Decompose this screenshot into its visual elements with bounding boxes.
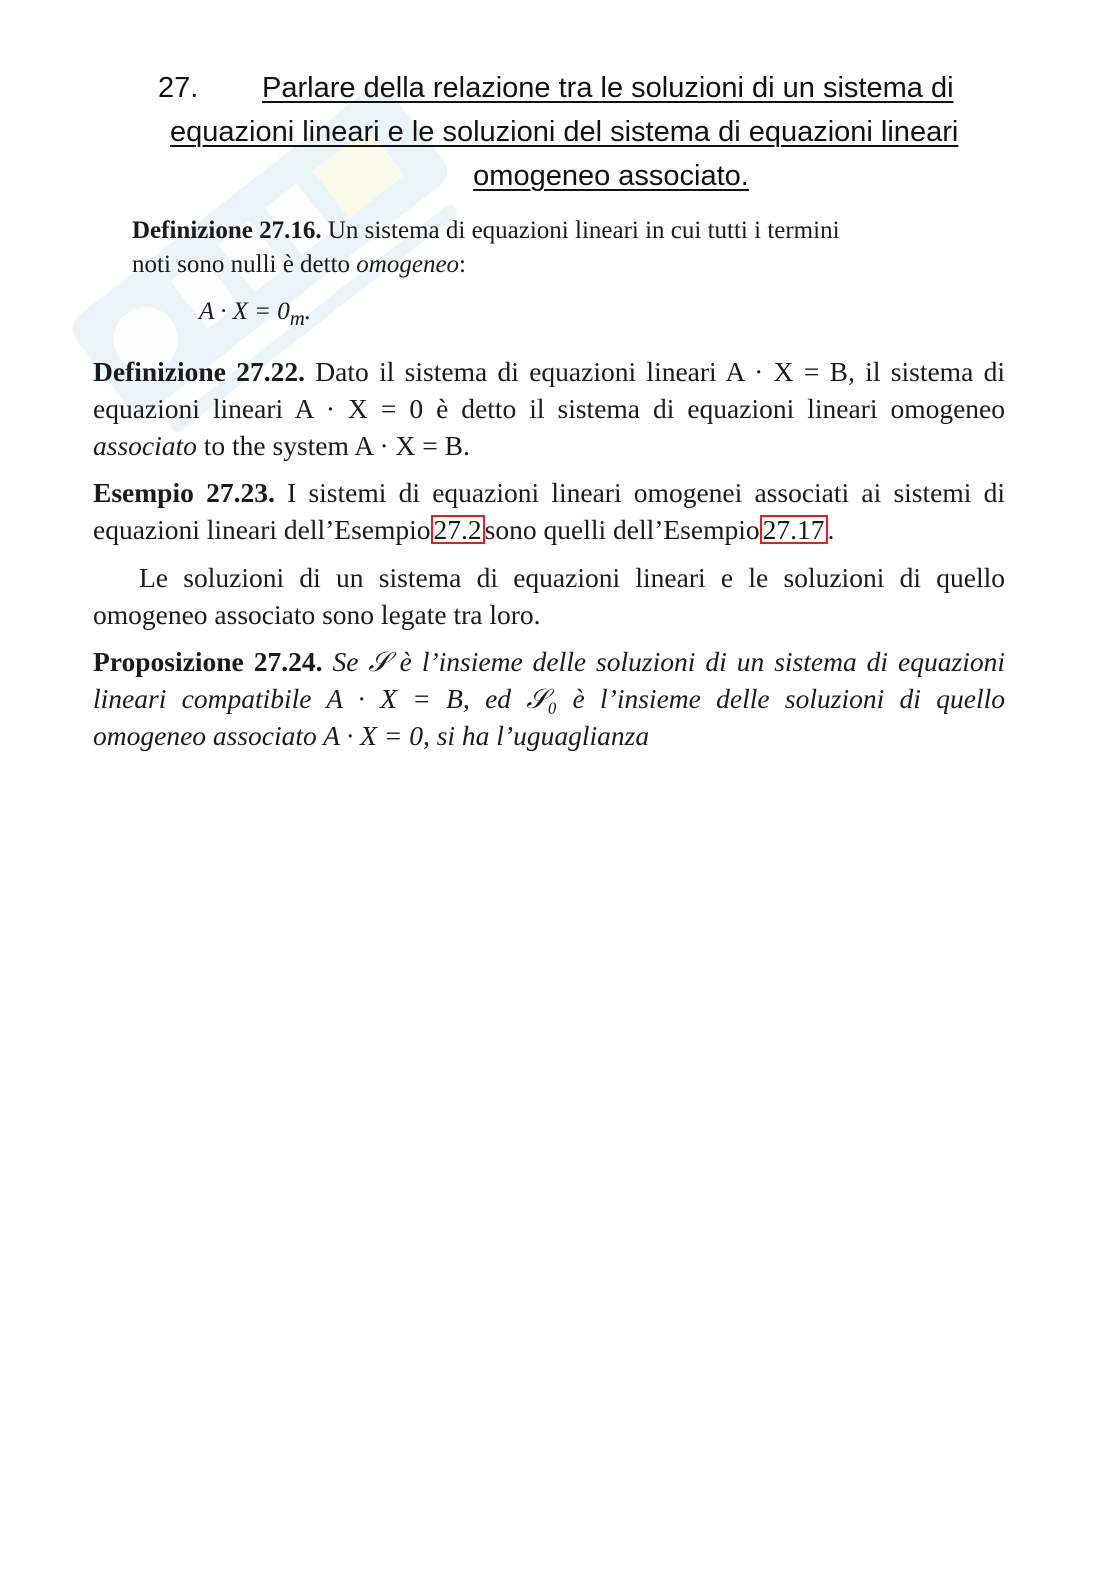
section-heading — [150, 66, 1030, 198]
definition-text: Un sistema di equazioni lineari in cui tutti i termini — [327, 217, 840, 244]
definition-term: omogeneo — [356, 251, 460, 278]
equation-homogeneous — [132, 295, 972, 335]
definition-term: associato — [93, 430, 197, 461]
definition-text: to the system A · X = B. — [203, 430, 470, 461]
definition-27-22 — [93, 353, 1005, 464]
equation-period: . — [304, 298, 312, 325]
reference-link-27-2[interactable]: 27.2 — [431, 515, 485, 544]
heading-text-2: equazioni lineari e le soluzioni del sistema di equazioni lineari — [170, 116, 959, 148]
example-text: I sistemi di equazioni lineari omogenei associati ai sistemi di equazioni lineari dell’Esempio — [93, 477, 1006, 545]
proposition-text: Se 𝒮 è l’insieme delle soluzioni di un sistema di equazioni lineari compatibile A · X = B, ed 𝒮₀ è l’insieme delle soluzioni di quello omogeneo associato A · X = 0, si ha l’uguaglianza — [93, 646, 1005, 751]
proposition-label: Proposizione 27.24. — [93, 646, 323, 677]
definition-text: noti sono nulli è detto — [132, 251, 351, 278]
heading-text-1: Parlare della relazione tra le soluzioni di un sistema di — [262, 72, 954, 104]
heading-line-2 — [150, 110, 1030, 154]
body-paragraph — [93, 559, 1005, 633]
heading-text-3: omogeneo associato. — [473, 160, 749, 192]
definition-text: Dato il sistema di equazioni lineari A · X = B, il sistema di equazioni lineari A · X = 0 è detto il sistema di equazioni lineari omogeneo — [93, 356, 1005, 424]
proposition-27-24 — [93, 643, 1005, 754]
equation-subscript: m — [289, 306, 305, 330]
paragraph-text: Le soluzioni di un sistema di equazioni lineari e le soluzioni di quello omogeneo associato sono legate tra loro. — [93, 562, 1005, 630]
definition-label: Definizione 27.16. — [132, 217, 322, 244]
example-period: . — [827, 514, 835, 545]
section-number: 27. — [158, 72, 199, 104]
definition-colon: : — [459, 251, 466, 278]
heading-line-1 — [150, 66, 1030, 110]
definition-27-16-line-1 — [132, 214, 972, 248]
reference-link-27-17[interactable]: 27.17 — [760, 515, 828, 544]
definition-label: Definizione 27.22. — [93, 356, 305, 387]
example-label: Esempio 27.23. — [93, 477, 275, 508]
example-text: sono quelli dell’Esempio — [484, 514, 760, 545]
heading-line-3 — [150, 154, 1030, 198]
equation-text: A · X = 0 — [199, 298, 290, 325]
definition-27-16 — [132, 214, 972, 335]
example-27-23 — [93, 474, 1005, 548]
definition-27-16-line-2 — [132, 248, 972, 282]
